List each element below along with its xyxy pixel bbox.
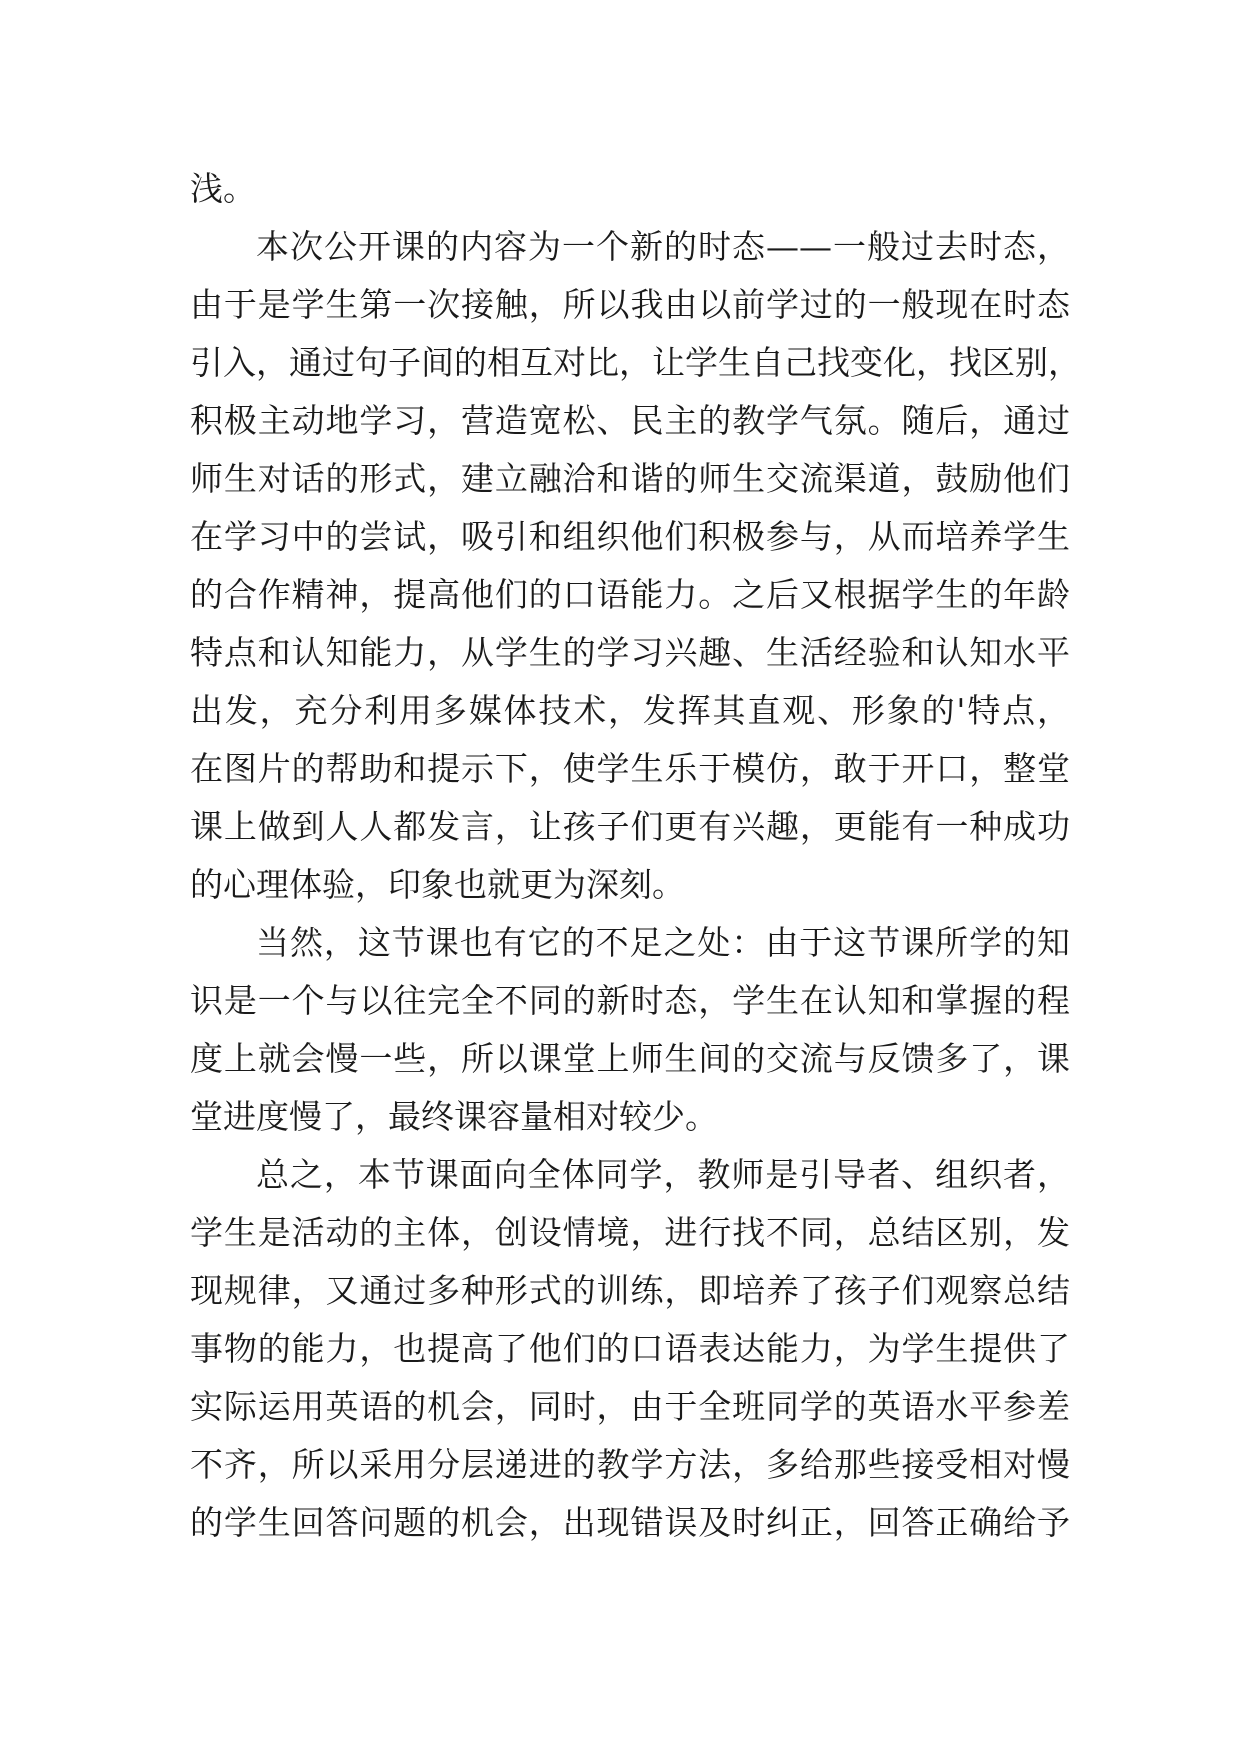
text-line: 课上做到人人都发言，让孩子们更有兴趣，更能有一种成功 (190, 807, 1070, 846)
text-line: 引入，通过句子间的相互对比，让学生自己找变化，找区别， (190, 343, 1081, 382)
text-line: 度上就会慢一些，所以课堂上师生间的交流与反馈多了，课 (190, 1039, 1070, 1078)
text-line: 在学习中的尝试，吸引和组织他们积极参与，从而培养学生 (190, 517, 1070, 556)
text-line: 实际运用英语的机会，同时，由于全班同学的英语水平参差 (190, 1387, 1070, 1426)
text-line: 现规律，又通过多种形式的训练，即培养了孩子们观察总结 (190, 1271, 1070, 1310)
text-line: 师生对话的形式，建立融洽和谐的师生交流渠道，鼓励他们 (190, 459, 1070, 498)
text-line: 本次公开课的内容为一个新的时态——一般过去时态， (256, 227, 1070, 266)
text-line: 的合作精神，提高他们的口语能力。之后又根据学生的年龄 (190, 575, 1070, 614)
text-line: 当然，这节课也有它的不足之处：由于这节课所学的知 (256, 923, 1070, 962)
text-line: 积极主动地学习，营造宽松、民主的教学气氛。随后，通过 (190, 401, 1070, 440)
text-line: 事物的能力，也提高了他们的口语表达能力，为学生提供了 (190, 1329, 1070, 1368)
text-line: 的心理体验，印象也就更为深刻。 (190, 865, 685, 904)
text-line: 学生是活动的主体，创设情境，进行找不同，总结区别，发 (190, 1213, 1070, 1252)
text-line: 浅。 (190, 169, 256, 208)
text-line: 堂进度慢了，最终课容量相对较少。 (190, 1097, 718, 1136)
text-line: 不齐，所以采用分层递进的教学方法，多给那些接受相对慢 (190, 1445, 1070, 1484)
text-line: 总之，本节课面向全体同学，教师是引导者、组织者， (256, 1155, 1070, 1194)
text-line: 由于是学生第一次接触，所以我由以前学过的一般现在时态 (190, 285, 1070, 324)
text-line: 特点和认知能力，从学生的学习兴趣、生活经验和认知水平 (190, 633, 1070, 672)
text-line: 出发，充分利用多媒体技术，发挥其直观、形象的'特点， (190, 691, 1070, 730)
text-line: 在图片的帮助和提示下，使学生乐于模仿，敢于开口，整堂 (190, 749, 1070, 788)
text-line: 识是一个与以往完全不同的新时态，学生在认知和掌握的程 (190, 981, 1070, 1020)
document-body (190, 160, 1081, 1552)
text-line: 的学生回答问题的机会，出现错误及时纠正，回答正确给予 (190, 1503, 1070, 1542)
